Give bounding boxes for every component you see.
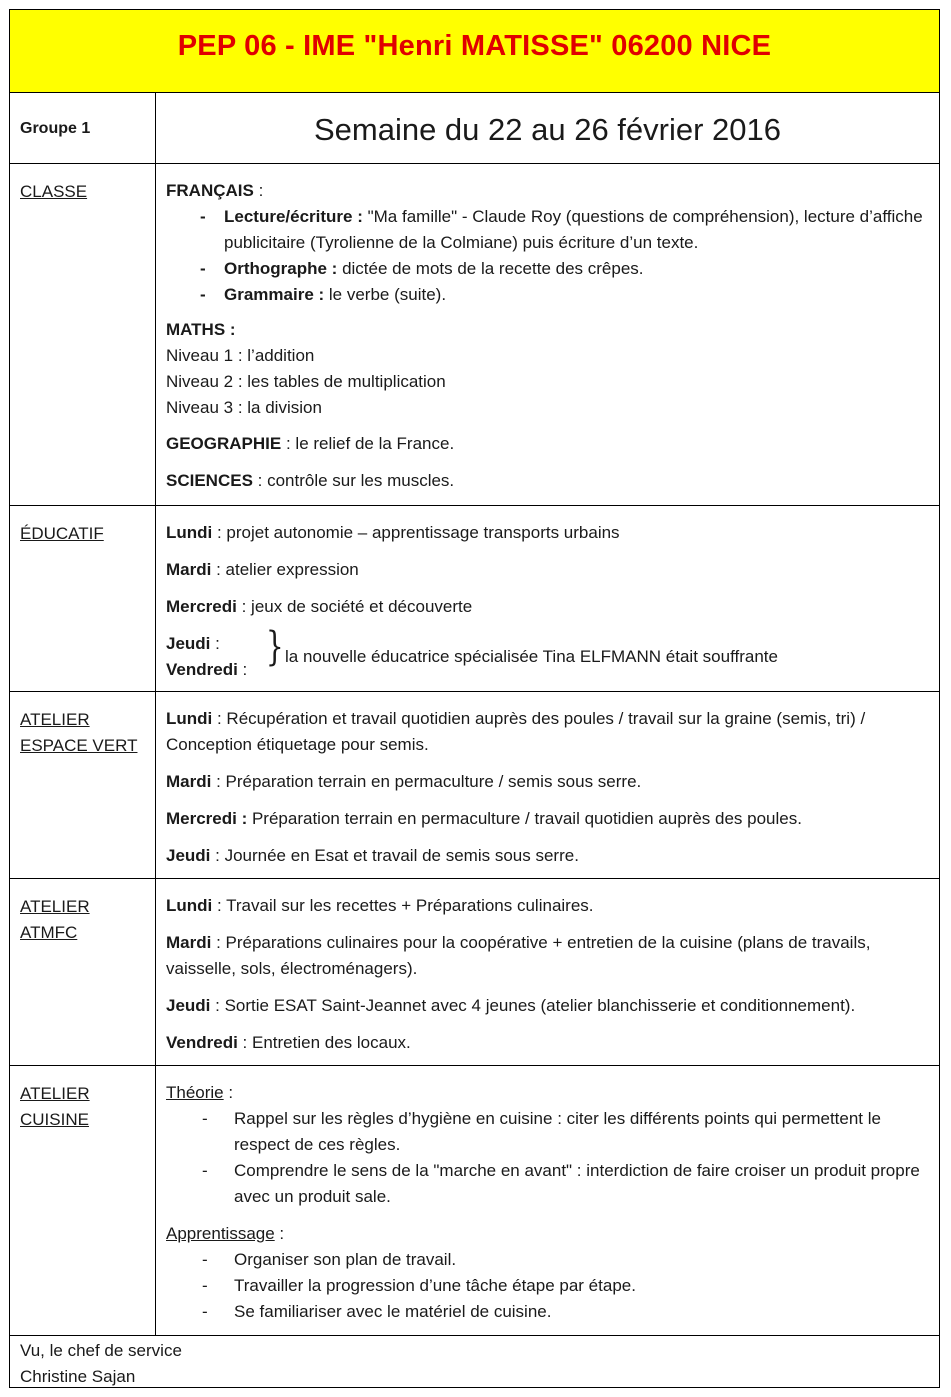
item-text: Travailler la progression d’une tâche étape par étape. (234, 1276, 636, 1295)
item-text: le verbe (suite). (324, 285, 447, 304)
cuisine-label-cell (10, 1066, 156, 1335)
day-text: : Journée en Esat et travail de semis sous serre. (210, 846, 579, 865)
week-title (156, 93, 939, 163)
appr-title: Apprentissage (166, 1224, 275, 1243)
theorie-sep: : (223, 1083, 234, 1102)
day-text: : Travail sur les recettes + Préparations culinaires. (212, 896, 594, 915)
day-name: Jeudi (166, 634, 211, 653)
item-text: Comprendre le sens de la "marche en avant" : interdiction de faire croiser un produit propre avec un produit sale. (234, 1161, 920, 1206)
group-row (10, 93, 939, 164)
educatif-label-cell (10, 506, 156, 691)
header-banner (10, 10, 939, 93)
espace-vert-label-2: ESPACE VERT (20, 736, 138, 755)
dash-mark: - (202, 1250, 208, 1269)
maths-level: Niveau 2 : les tables de multiplication (166, 372, 446, 391)
day-text: : Sortie ESAT Saint-Jeannet avec 4 jeunes (atelier blanchisserie et conditionnement). (210, 996, 856, 1015)
day-line (166, 930, 929, 982)
atmfc-label-2: ATMFC (20, 923, 78, 942)
geo-line (166, 431, 929, 457)
list-item (166, 204, 929, 256)
day-name: Vendredi (166, 660, 238, 679)
day-text: : jeux de société et découverte (236, 597, 473, 616)
day-line (166, 769, 929, 795)
day-line (166, 594, 929, 620)
day-name: Jeudi (166, 846, 211, 865)
list-item (166, 1273, 929, 1299)
brace-text: la nouvelle éducatrice spécialisée Tina ELFMANN était souffrante (285, 647, 778, 666)
list-item (166, 1299, 929, 1325)
week-title-text: Semaine du 22 au 26 février 2016 (313, 112, 782, 147)
dash-mark: - (200, 285, 206, 304)
sci-line (166, 468, 929, 494)
day-text: : projet autonomie – apprentissage transports urbains (212, 523, 620, 542)
dash-mark: - (200, 207, 206, 226)
group-label-text: Groupe 1 (20, 120, 91, 137)
day-line (166, 843, 929, 869)
dash-mark: - (202, 1276, 208, 1295)
geo-title: GEOGRAPHIE (166, 434, 282, 453)
maths-level: Niveau 3 : la division (166, 398, 322, 417)
weekly-report-sheet (9, 9, 940, 1388)
dash-mark: - (202, 1302, 208, 1321)
item-text: Rappel sur les règles d’hygiène en cuisine : citer les différents points qui permettent le respect de ces règles. (234, 1109, 881, 1154)
footer-line-2: Christine Sajan (20, 1367, 136, 1386)
curly-brace-icon: } (265, 624, 284, 670)
appr-heading (166, 1221, 929, 1247)
day-name: Lundi (166, 523, 213, 542)
item-key: Orthographe : (224, 259, 338, 278)
cuisine-label-2: CUISINE (20, 1110, 89, 1129)
jeudi-vendredi-group (166, 624, 929, 683)
francais-sep: : (253, 181, 264, 200)
day-line (166, 557, 929, 583)
item-key: Grammaire : (224, 285, 325, 304)
dash-mark: - (200, 259, 206, 278)
classe-content (156, 164, 939, 505)
francais-title: FRANÇAIS (166, 181, 254, 200)
day-text: : atelier expression (211, 560, 359, 579)
signature-footer (10, 1336, 939, 1387)
day-name: Mercredi : (166, 809, 248, 828)
espace-vert-content (156, 692, 939, 878)
day-name: Lundi (166, 709, 213, 728)
classe-label-cell (10, 164, 156, 505)
atmfc-label-1: ATELIER (20, 897, 90, 916)
list-item (166, 1158, 929, 1210)
day-text: : Préparations culinaires pour la coopérative + entretien de la cuisine (plans de travails, vaisselle, sols, électroménagers). (166, 933, 871, 978)
theorie-title: Théorie (166, 1083, 224, 1102)
francais-list (166, 204, 929, 308)
espace-vert-label-cell (10, 692, 156, 878)
classe-label: CLASSE (20, 182, 88, 201)
day-line (166, 806, 929, 832)
atmfc-row (10, 879, 939, 1066)
day-name: Vendredi (166, 1033, 238, 1052)
espace-vert-row (10, 692, 939, 879)
day-colon: : (210, 634, 220, 653)
day-name: Mercredi (166, 597, 237, 616)
item-key: Lecture/écriture : (224, 207, 363, 226)
sci-text: : contrôle sur les muscles. (252, 471, 455, 490)
list-item (166, 282, 929, 308)
atmfc-content (156, 879, 939, 1065)
day-line (166, 706, 929, 758)
day-name: Mardi (166, 560, 212, 579)
item-text: Organiser son plan de travail. (234, 1250, 457, 1269)
cuisine-row (10, 1066, 939, 1336)
maths-title: MATHS : (166, 320, 236, 339)
francais-heading (166, 178, 929, 204)
dash-mark: - (202, 1109, 208, 1128)
day-name: Mardi (166, 772, 212, 791)
item-text: "Ma famille" - Claude Roy (questions de compréhension), lecture d’affiche publicitaire (Tyrolienne de la Colmiane) puis écriture d’un texte. (224, 207, 923, 252)
atmfc-label-cell (10, 879, 156, 1065)
day-line (166, 520, 929, 546)
list-item (166, 1247, 929, 1273)
day-name: Jeudi (166, 996, 211, 1015)
day-text: : Préparation terrain en permaculture / semis sous serre. (211, 772, 642, 791)
list-item (166, 256, 929, 282)
day-text: : Récupération et travail quotidien auprès des poules / travail sur la graine (semis, tri) / Conception étiquetage pour semis. (166, 709, 866, 754)
group-label (10, 93, 156, 163)
cuisine-content (156, 1066, 939, 1335)
day-line (166, 893, 929, 919)
page-title: PEP 06 - IME "Henri MATISSE" 06200 NICE (177, 30, 772, 62)
appr-list (166, 1247, 929, 1325)
list-item (166, 1106, 929, 1158)
sci-title: SCIENCES (166, 471, 253, 490)
appr-sep: : (274, 1224, 285, 1243)
espace-vert-label-1: ATELIER (20, 710, 90, 729)
educatif-label: ÉDUCATIF (20, 524, 104, 543)
day-line (166, 993, 929, 1019)
theorie-list (166, 1106, 929, 1210)
cuisine-label-1: ATELIER (20, 1084, 90, 1103)
classe-row (10, 164, 939, 506)
dash-mark: - (202, 1161, 208, 1180)
item-text: dictée de mots de la recette des crêpes. (337, 259, 644, 278)
day-colon: : (237, 660, 248, 679)
day-line (166, 1030, 929, 1056)
geo-text: : le relief de la France. (281, 434, 455, 453)
day-name: Lundi (166, 896, 213, 915)
day-text: : Entretien des locaux. (237, 1033, 411, 1052)
theorie-heading (166, 1080, 929, 1106)
day-name: Mardi (166, 933, 212, 952)
educatif-row (10, 506, 939, 692)
item-text: Se familiariser avec le matériel de cuisine. (234, 1302, 552, 1321)
educatif-content (156, 506, 939, 691)
maths-level: Niveau 1 : l’addition (166, 346, 315, 365)
day-text: Préparation terrain en permaculture / travail quotidien auprès des poules. (247, 809, 802, 828)
footer-line-1: Vu, le chef de service (20, 1341, 182, 1360)
